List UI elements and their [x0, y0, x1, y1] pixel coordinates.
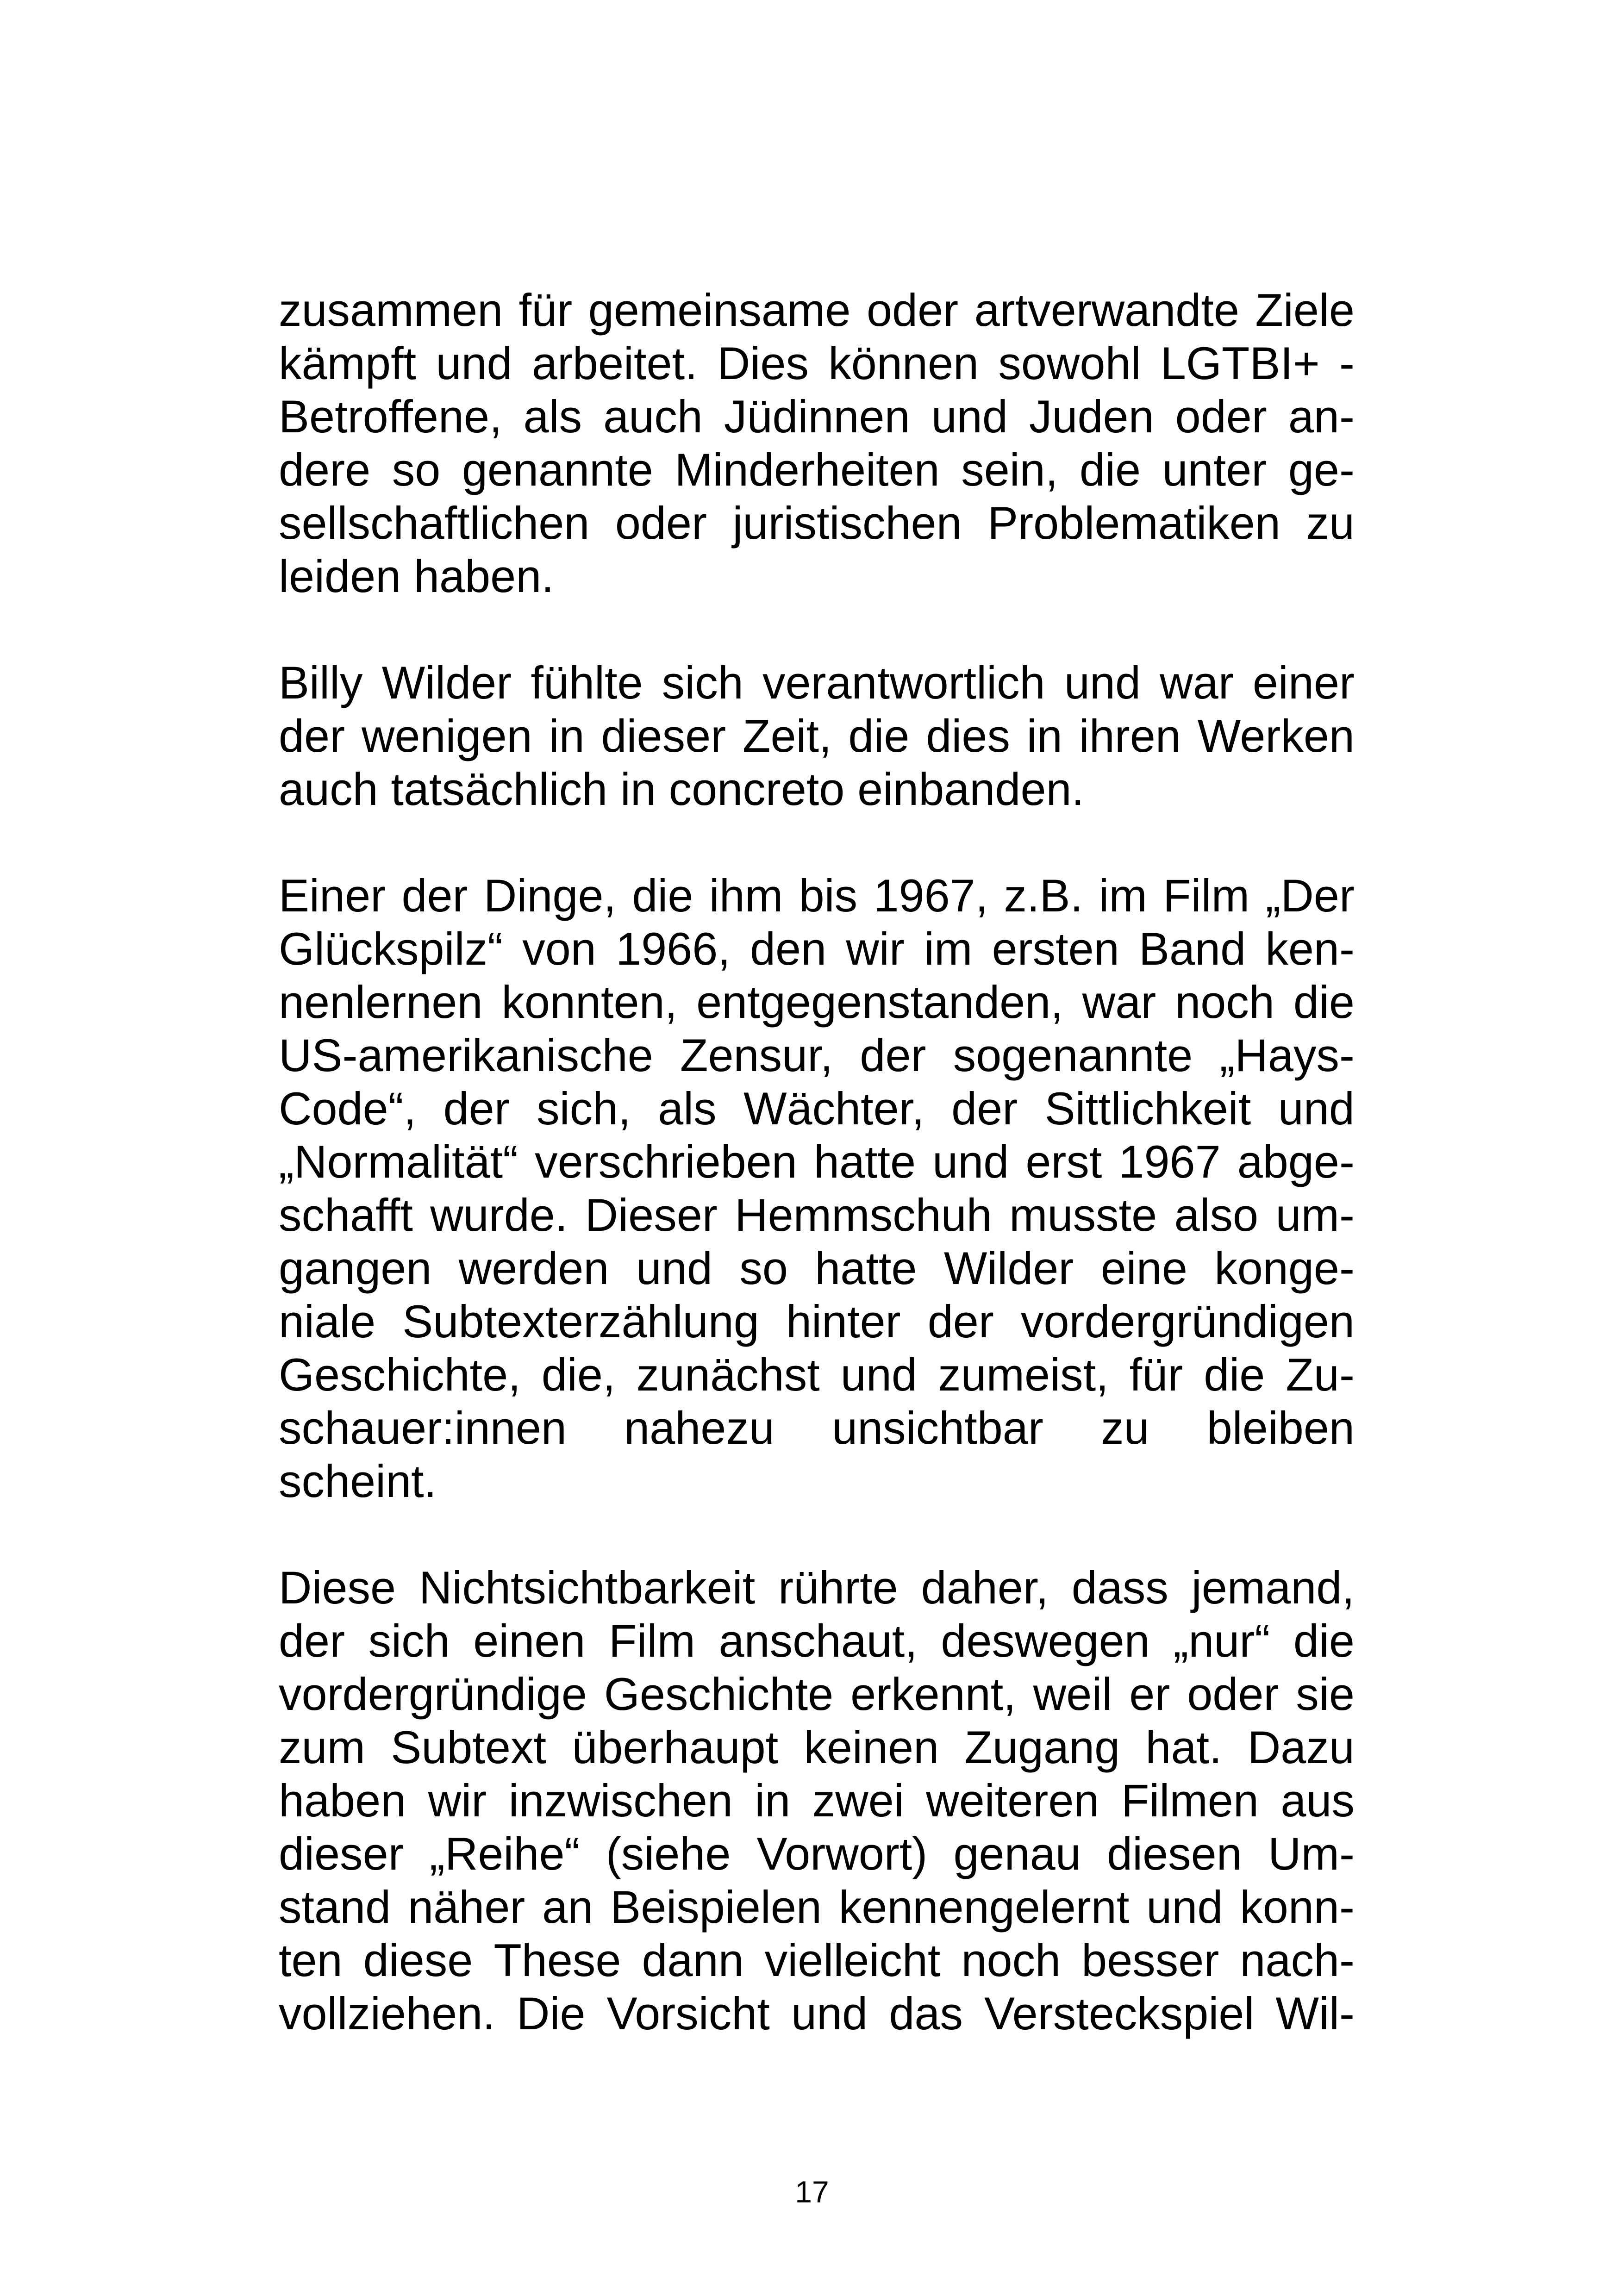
text-line: stand näher an Beispielen kennengelernt und konn-: [279, 1881, 1355, 1933]
text-line: Einer der Dinge, die ihm bis 1967, z.B. im Film „Der: [279, 870, 1355, 921]
text-line: niale Subtexterzählung hinter der vordergründigen: [279, 1296, 1355, 1347]
text-line: Diese Nichtsichtbarkeit rührte daher, dass jemand,: [279, 1562, 1355, 1613]
text-line: dere so genannte Minderheiten sein, die unter ge-: [279, 444, 1355, 495]
text-line: der wenigen in dieser Zeit, die dies in ihren Werken: [279, 710, 1355, 761]
text-line: ten diese These dann vielleicht noch besser nach-: [279, 1934, 1355, 1986]
text-line: Geschichte, die, zunächst und zumeist, für die Zu-: [279, 1349, 1355, 1400]
text-line: Billy Wilder fühlte sich verantwortlich und war einer: [279, 657, 1355, 708]
text-line: schauer:innen nahezu unsichtbar zu bleiben: [279, 1402, 1355, 1453]
text-line: scheint.: [279, 1455, 437, 1507]
text-line: schafft wurde. Dieser Hemmschuh musste also um-: [279, 1189, 1355, 1241]
text-line: „Normalität“ verschrieben hatte und erst 1967 abge-: [279, 1136, 1355, 1187]
page-number: 17: [795, 2175, 829, 2209]
text-line: vollziehen. Die Vorsicht und das Versteckspiel Wil-: [279, 1988, 1355, 2039]
text-line: sellschaftlichen oder juristischen Problematiken zu: [279, 497, 1355, 549]
text-line: Betroffene, als auch Jüdinnen und Juden oder an-: [279, 391, 1355, 442]
text-line: gangen werden und so hatte Wilder eine konge-: [279, 1242, 1355, 1294]
paragraph: [279, 283, 1355, 603]
text-line: der sich einen Film anschaut, deswegen „nur“ die: [279, 1615, 1355, 1666]
text-line: nenlernen konnten, entgegenstanden, war noch die: [279, 976, 1355, 1028]
text-line: US-amerikanische Zensur, der sogenannte „Hays-: [279, 1029, 1355, 1081]
text-line: zusammen für gemeinsame oder artverwandte Ziele: [279, 284, 1355, 336]
text-line: Glückspilz“ von 1966, den wir im ersten Band ken-: [279, 923, 1355, 974]
text-line: Code“, der sich, als Wächter, der Sittlichkeit und: [279, 1083, 1355, 1134]
body-text: [279, 283, 1355, 2040]
text-line: dieser „Reihe“ (siehe Vorwort) genau diesen Um-: [279, 1828, 1355, 1879]
paragraph: [279, 656, 1355, 816]
paragraph-gap: [279, 603, 1355, 656]
text-line: haben wir inzwischen in zwei weiteren Filmen aus: [279, 1775, 1355, 1826]
paragraph-gap: [279, 816, 1355, 869]
paragraph: [279, 869, 1355, 1508]
paragraph-gap: [279, 1508, 1355, 1561]
text-line: leiden haben.: [279, 550, 554, 602]
text-line: vordergründige Geschichte erkennt, weil er oder sie: [279, 1668, 1355, 1720]
paragraph: [279, 1561, 1355, 2040]
text-line: kämpft und arbeitet. Dies können sowohl LGTBI+ -: [279, 337, 1355, 389]
text-line: zum Subtext überhaupt keinen Zugang hat. Dazu: [279, 1721, 1355, 1773]
text-line: auch tatsächlich in concreto einbanden.: [279, 763, 1085, 815]
